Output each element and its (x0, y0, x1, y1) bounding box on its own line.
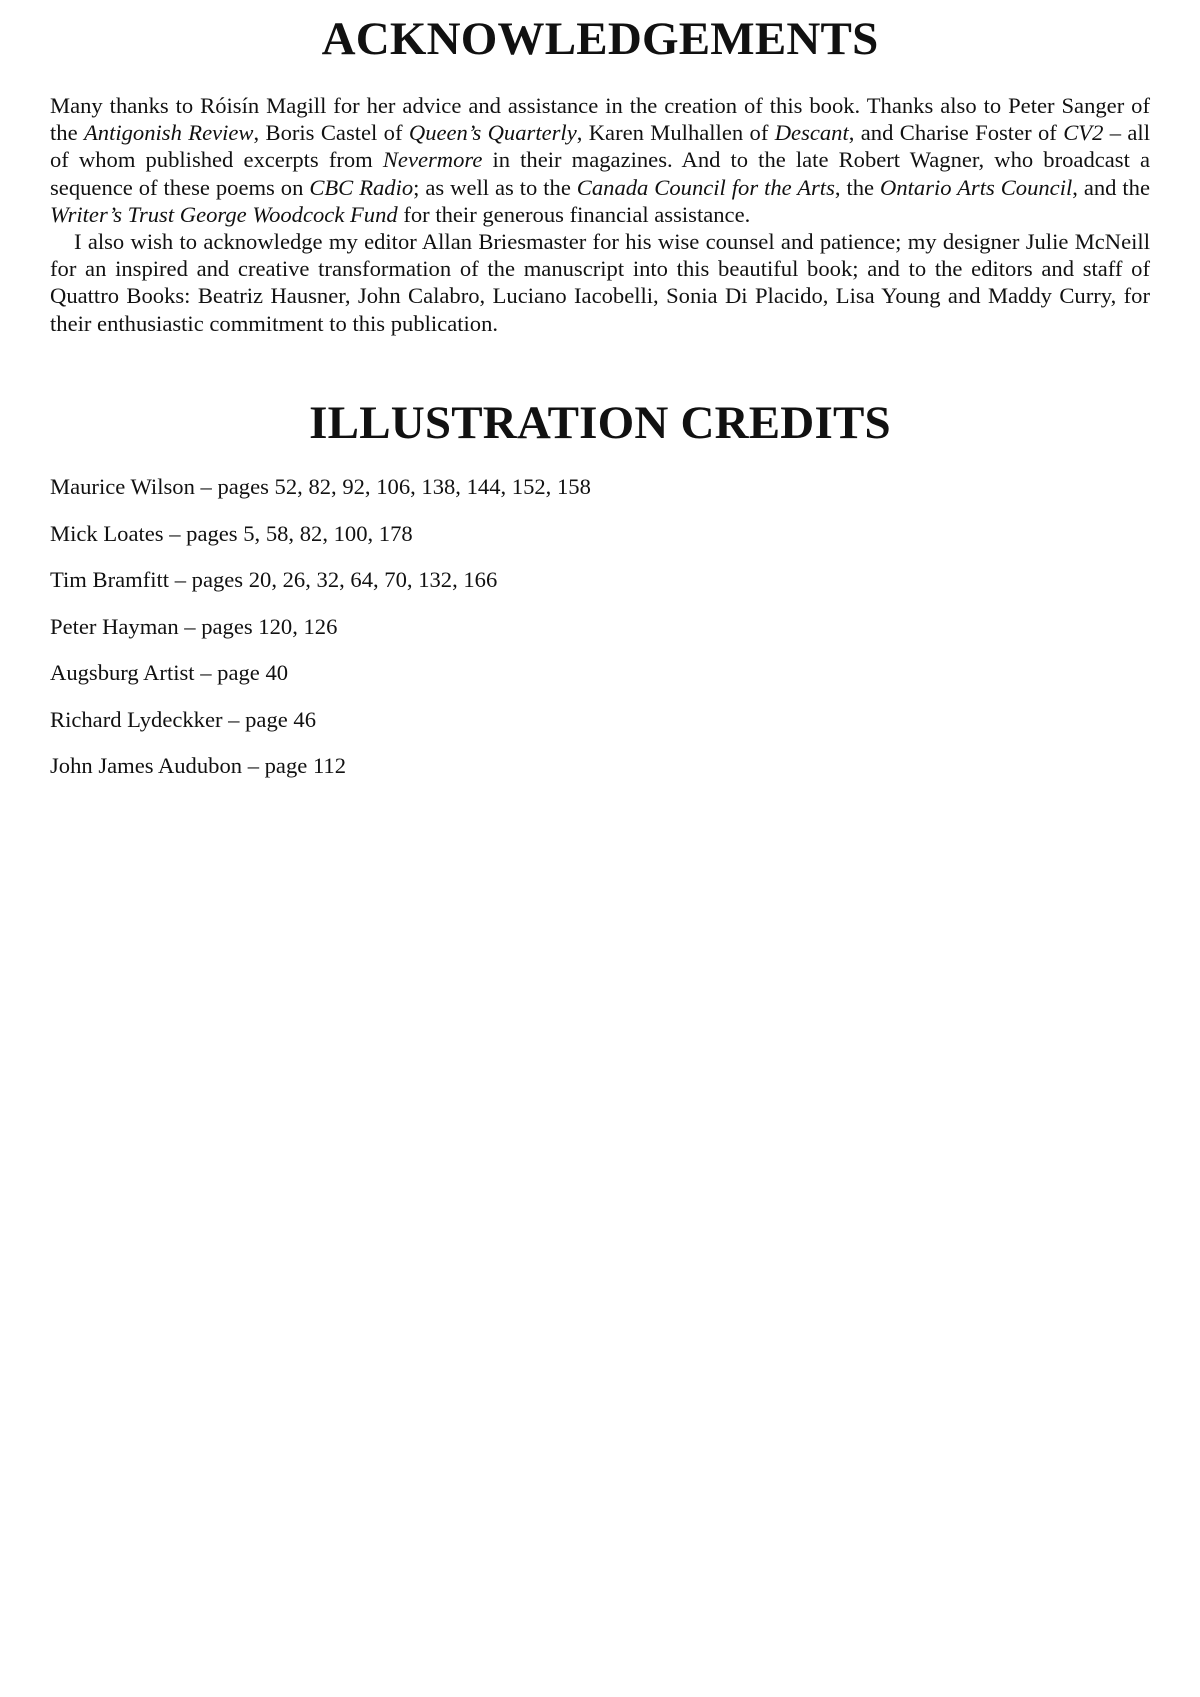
acknowledgements-paragraph-2: I also wish to acknowledge my editor Allan Briesmaster for his wise counsel and patience; my designer Julie McNeill for an inspired and creative transformation of the manuscript into this beautiful book; and to the editors and staff of Quattro Books: Beatriz Hausner, John Calabro, Luciano Iacobelli, Sonia Di Placido, Lisa Young and Maddy Curry, for their enthusiastic commitment to this publication. (50, 229, 1150, 336)
credit-item: John James Audubon – page 112 (50, 753, 346, 778)
publication-title: Writer’s Trust George Woodcock Fund (50, 201, 398, 227)
publication-title: Queen’s Quarterly (408, 120, 577, 146)
acknowledgements-body (50, 92, 1150, 337)
text-run: for their generous financial assistance. (397, 201, 751, 227)
text-run: – all of whom published excerpts from (50, 120, 1150, 173)
credit-item: Mick Loates – pages 5, 58, 82, 100, 178 (50, 520, 413, 546)
publication-title: CBC Radio (309, 174, 414, 200)
publication-title: Antigonish Review (83, 120, 254, 146)
credit-item: Maurice Wilson – pages 52, 82, 92, 106, 138, 144, 152, 158 (50, 474, 591, 499)
illustration-credits-list (50, 474, 1150, 800)
text-run: , the (834, 174, 881, 200)
text-run: , Boris Castel of (253, 120, 409, 146)
text-run: , and Charise Foster of (848, 120, 1064, 146)
publication-title: Nevermore (382, 147, 483, 173)
text-run: in their magazines. And to the late Robert Wagner, who broadcast a sequence of these poems on (50, 147, 1150, 200)
credit-item: Peter Hayman – pages 120, 126 (50, 613, 338, 639)
publication-title: Ontario Arts Council (880, 174, 1073, 200)
text-run: ; as well as to the (413, 174, 577, 200)
text-run: , and the (1072, 174, 1150, 200)
credit-item: Tim Bramfitt – pages 20, 26, 32, 64, 70, 132, 166 (50, 567, 498, 592)
publication-title: CV2 (1063, 120, 1104, 146)
publication-title: Descant (774, 120, 849, 146)
text-run: , Karen Mulhallen of (576, 120, 775, 146)
credit-item: Richard Lydeckker – page 46 (50, 706, 317, 732)
credit-item: Augsburg Artist – page 40 (50, 660, 289, 685)
illustration-credits-heading: ILLUSTRATION CREDITS (309, 397, 891, 449)
acknowledgements-paragraph-1 (50, 92, 1150, 228)
acknowledgements-heading: ACKNOWLEDGEMENTS (321, 13, 879, 65)
text-run: Many thanks to Róisín Magill for her advice and assistance in the creation of this book. Thanks also to Peter Sanger of the (50, 93, 1150, 146)
publication-title: Canada Council for the Arts (576, 174, 835, 200)
